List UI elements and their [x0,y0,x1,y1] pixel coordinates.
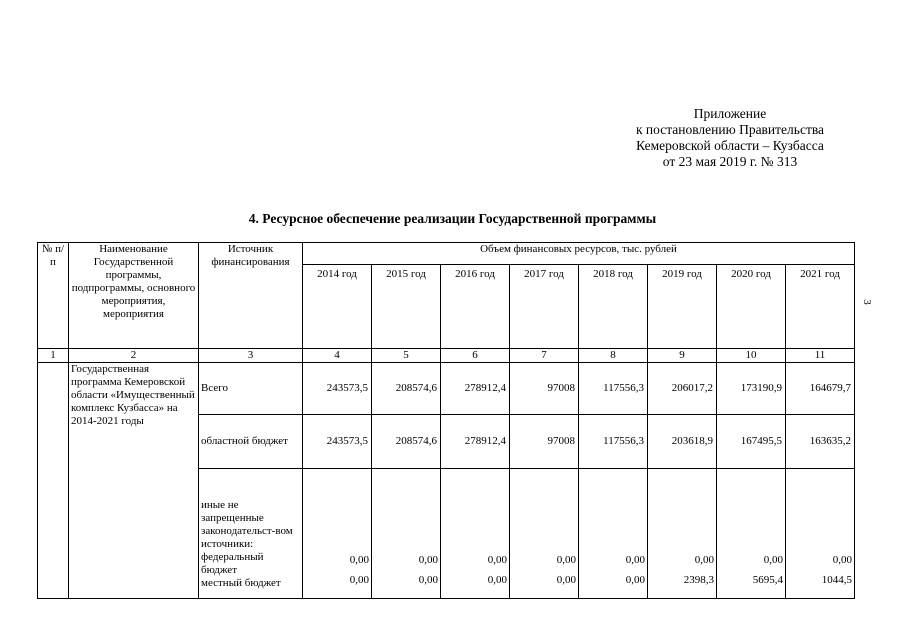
column-number: 10 [717,349,786,363]
column-number: 7 [510,349,579,363]
page-number: 3 [860,299,873,305]
other-values-cell [510,469,579,599]
program-name: Государственная программа Кемеровской области «Имущественный комплекс Кузбасса» на 2014-2021 годы [69,363,199,599]
federal-budget-label: федеральный бюджет [201,551,264,576]
column-number: 11 [786,349,855,363]
value-cell: 208574,6 [372,415,441,469]
column-number: 5 [372,349,441,363]
column-number: 2 [69,349,199,363]
column-number: 1 [38,349,69,363]
value-cell: 243573,5 [303,415,372,469]
other-values-cell [372,469,441,599]
local-value: 0,00 [418,574,438,586]
other-values-cell [648,469,717,599]
year-header: 2014 год [303,265,372,349]
value-cell: 167495,5 [717,415,786,469]
year-header: 2015 год [372,265,441,349]
other-sources-cell [199,469,303,599]
other-values-cell [579,469,648,599]
value-cell: 206017,2 [648,363,717,415]
column-number-row [38,349,855,363]
appendix-line-3: Кемеровской области – Кузбасса [636,138,824,153]
value-cell: 278912,4 [441,415,510,469]
year-header: 2021 год [786,265,855,349]
federal-value: 0,00 [832,554,852,566]
federal-value: 0,00 [556,554,576,566]
value-cell: 117556,3 [579,415,648,469]
value-cell: 164679,7 [786,363,855,415]
column-number: 3 [199,349,303,363]
appendix-line-1: Приложение [693,106,767,121]
value-cell: 97008 [510,363,579,415]
column-number: 9 [648,349,717,363]
appendix-line-4: от 23 мая 2019 г. № 313 [662,154,798,169]
appendix-line-2: к постановлению Правительства [635,122,825,137]
local-value: 0,00 [625,574,645,586]
row-index-cell [38,363,69,599]
other-values-cell [441,469,510,599]
header-no: № п/п [38,243,69,349]
value-cell: 278912,4 [441,363,510,415]
year-header: 2016 год [441,265,510,349]
local-value: 0,00 [487,574,507,586]
federal-value: 0,00 [418,554,438,566]
local-budget-label: местный бюджет [201,577,281,589]
header-name: Наименование Государственной программы, подпрограммы, основного мероприятия, мероприятия [69,243,199,349]
year-header: 2020 год [717,265,786,349]
federal-value: 0,00 [694,554,714,566]
column-number: 4 [303,349,372,363]
other-values-cell [717,469,786,599]
column-number: 8 [579,349,648,363]
table-row-total [38,363,855,415]
local-value: 1044,5 [821,574,852,586]
local-value: 0,00 [556,574,576,586]
column-number: 6 [441,349,510,363]
header-row-1 [38,243,855,265]
value-cell: 97008 [510,415,579,469]
local-value: 5695,4 [752,574,783,586]
header-volume: Объем финансовых ресурсов, тыс. рублей [303,243,855,265]
source-regional-budget: областной бюджет [199,415,303,469]
other-values-cell [303,469,372,599]
header-source: Источник финансирования [199,243,303,349]
resource-table [37,242,855,599]
value-cell: 163635,2 [786,415,855,469]
local-value: 2398,3 [683,574,714,586]
value-cell: 243573,5 [303,363,372,415]
year-header: 2019 год [648,265,717,349]
federal-value: 0,00 [625,554,645,566]
value-cell: 173190,9 [717,363,786,415]
federal-value: 0,00 [487,554,507,566]
year-header: 2018 год [579,265,648,349]
federal-value: 0,00 [349,554,369,566]
other-sources-intro: иные не запрещенные законодательст-вом источники: [201,499,293,550]
federal-value: 0,00 [763,554,783,566]
value-cell: 203618,9 [648,415,717,469]
source-total: Всего [199,363,303,415]
value-cell: 208574,6 [372,363,441,415]
year-header: 2017 год [510,265,579,349]
local-value: 0,00 [349,574,369,586]
section-heading: 4. Ресурсное обеспечение реализации Государственной программы [248,211,657,226]
other-values-cell [786,469,855,599]
value-cell: 117556,3 [579,363,648,415]
appendix-block [600,106,860,170]
